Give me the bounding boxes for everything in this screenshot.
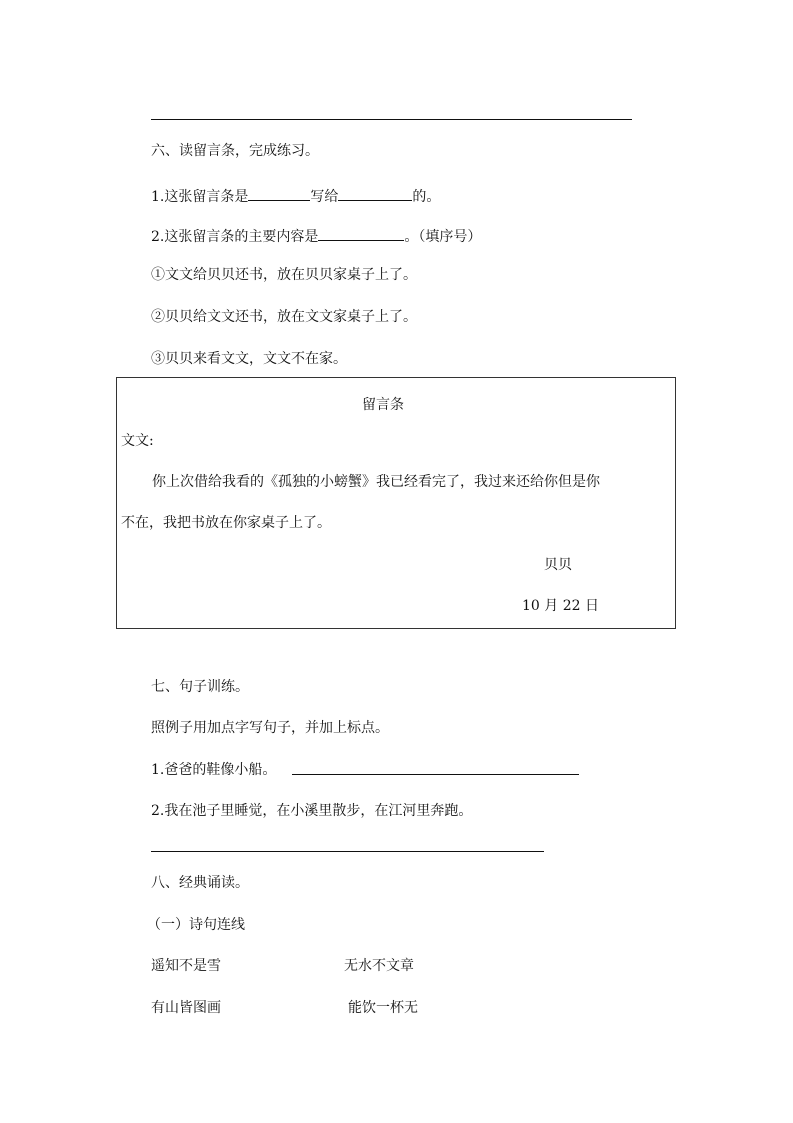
poem-right-2[interactable]: 能饮一杯无 [348,1000,418,1016]
note-salutation: 文文: [121,433,154,449]
section-8-subheading: （一）诗句连线 [147,917,245,933]
question-6-2 [151,226,481,244]
option-1: ①文文给贝贝还书，放在贝贝家桌子上了。 [151,267,417,283]
answer-blank-content[interactable] [318,226,404,241]
question-6-1 [151,186,440,204]
answer-blank-writer[interactable] [248,186,310,201]
q1-text-c: 的。 [412,189,441,205]
note-date: 10 月 22 日 [522,598,599,614]
q1-text-a: 1.这张留言条是 [151,189,249,205]
question-7-2: 2.我在池子里睡觉，在小溪里散步，在江河里奔跑。 [151,803,473,819]
poem-left-2[interactable]: 有山皆图画 [151,1000,221,1016]
question-7-1: 1.爸爸的鞋像小船。 [151,762,277,778]
poem-right-1[interactable]: 无水不文章 [344,958,414,974]
note-signature: 贝贝 [544,557,572,573]
answer-line-7-1[interactable] [292,774,579,775]
answer-blank-recipient[interactable] [338,186,412,201]
note-body-line-2: 不在，我把书放在你家桌子上了。 [121,515,331,531]
note-title: 留言条 [362,397,404,413]
answer-line-7-2[interactable] [151,851,544,852]
q2-text-a: 2.这张留言条的主要内容是 [151,229,319,245]
q1-text-b: 写给 [310,189,339,205]
option-2: ②贝贝给文文还书，放在文文家桌子上了。 [151,309,417,325]
section-6-heading: 六、读留言条，完成练习。 [151,143,319,159]
message-note-box [116,377,676,629]
option-3: ③贝贝来看文文，文文不在家。 [151,351,347,367]
section-7-instruction: 照例子用加点字写句子，并加上标点。 [151,720,389,736]
q2-text-b: 。（填序号） [404,229,482,245]
poem-left-1[interactable]: 遥知不是雪 [151,958,221,974]
section-8-heading: 八、经典诵读。 [151,875,249,891]
section-7-heading: 七、句子训练。 [151,679,249,695]
answer-line-top [151,119,632,120]
note-body-line-1: 你上次借给我看的《孤独的小螃蟹》我已经看完了，我过来还给你但是你 [152,474,600,490]
